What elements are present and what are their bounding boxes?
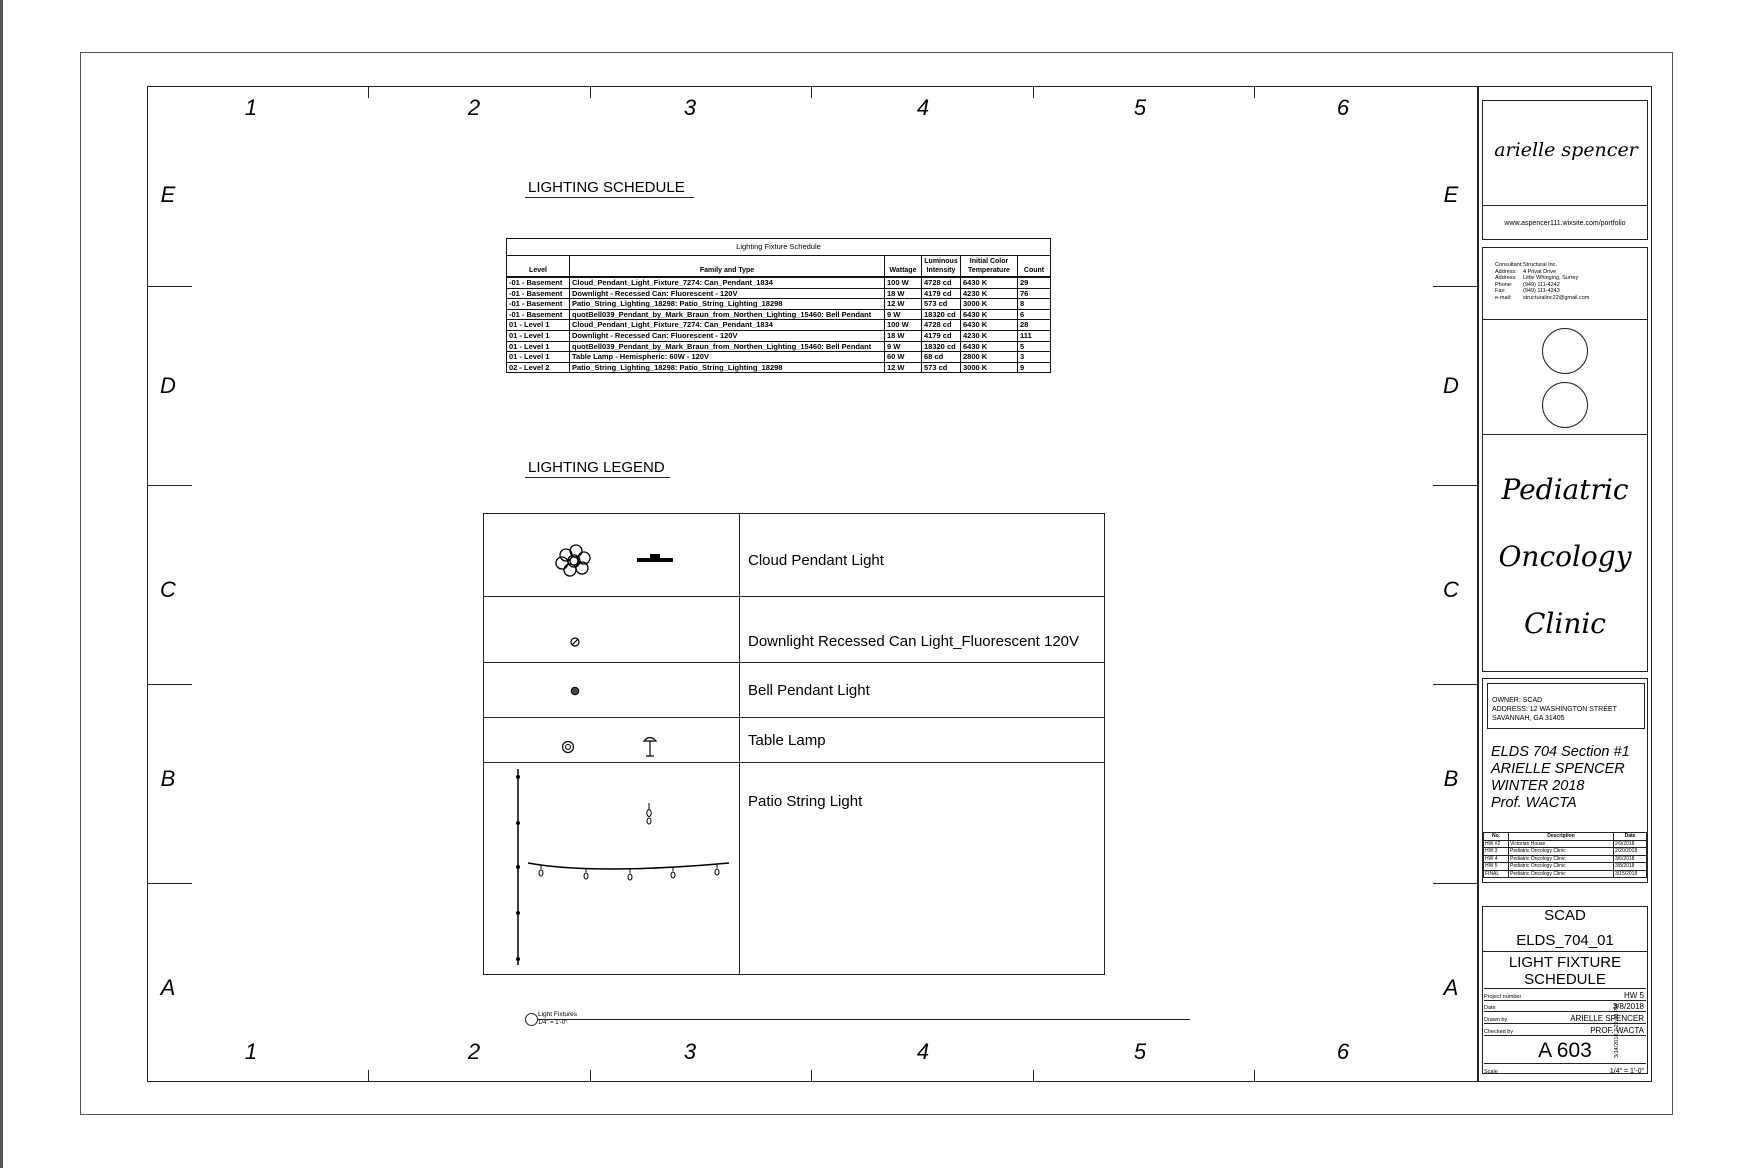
revision-cell: 3/8/2018 [1614,863,1647,871]
heading-underline [525,197,694,198]
schedule-row [507,288,1051,299]
stamp-circle [1542,328,1588,374]
grid-col-3-bottom: 3 [683,1039,697,1064]
grid-tick [368,1070,369,1082]
rev-header-no: No. [1484,833,1509,841]
schedule-cell: 01 - Level 1 [507,330,570,341]
schedule-cell: Cloud_Pendant_Light_Fixture_7274: Can_Pendant_1834 [570,278,885,289]
revision-row [1484,855,1647,863]
schedule-cell: 9 W [885,341,922,352]
website-link: www.aspencer111.wixsite.com/portfolio [1504,220,1626,227]
legend-symbol-cell [484,763,740,975]
schedule-cell: 100 W [885,278,922,289]
schedule-cell: 76 [1018,288,1051,299]
revision-cell: 3/6/2018 [1614,855,1647,863]
schedule-cell: 573 cd [922,299,961,310]
sheet-number: A 603 [1538,1039,1592,1062]
schedule-cell: 18320 cd [922,309,961,320]
divider [1483,951,1647,952]
col-header-color-temperature: Initial Color Temperature [961,256,1018,277]
schedule-cell: 29 [1018,278,1051,289]
schedule-cell: 6430 K [961,309,1018,320]
owner-line: OWNER: SCAD [1492,697,1543,704]
grid-col-1-bottom: 1 [244,1039,258,1064]
schedule-cell: 12 W [885,299,922,310]
downlight-icon [484,597,739,663]
consultant-value: structuralinc22@gmail.com [1523,294,1590,301]
schedule-cell: 6430 K [961,341,1018,352]
scale-row [1484,1063,1646,1075]
grid-tick [1433,485,1478,486]
grid-row-a-left: A [160,975,176,1000]
grid-col-2-top: 2 [467,95,481,120]
schedule-cell: 18 W [885,288,922,299]
legend-label-bell-pendant: Bell Pendant Light [748,682,870,699]
consultant-value: Little Whinging, Surrey [1523,275,1579,281]
grid-col-3-top: 3 [683,95,697,120]
grid-col-5-bottom: 5 [1133,1039,1147,1064]
project-name-line-1: Pediatric [1501,473,1629,506]
schedule-cell: -01 - Basement [507,299,570,310]
grid-row-c-left: C [160,577,176,602]
grid-row-d-left: D [160,373,176,398]
grid-row-b-right: B [1443,766,1459,791]
scale-value: 1/4" = 1'-0" [1609,1068,1644,1075]
schedule-cell: 573 cd [922,362,961,373]
grid-tick [1254,1070,1255,1082]
cloud-pendant-icon [484,514,739,596]
revision-cell: Pediatric Oncology Clinic [1509,863,1614,871]
schedule-cell: Cloud_Pendant_Light_Fixture_7274: Can_Pendant_1834 [570,320,885,331]
grid-tick [368,86,369,98]
legend-symbol-cell [484,597,740,663]
schedule-row [507,278,1051,289]
patio-string-light-icon [484,763,739,975]
project-number-label: Project number [1484,994,1522,1000]
revision-row [1484,848,1647,856]
consultant-value: 4 Privat Drive [1523,268,1557,275]
schedule-cell: 6 [1018,309,1051,320]
consultant-value: (949) 111-4242 [1523,281,1560,288]
legend-row [484,514,1104,596]
checked-by-row [1484,1024,1646,1036]
schedule-cell: 5 [1018,341,1051,352]
grid-tick [147,883,192,884]
schedule-cell: -01 - Basement [507,278,570,289]
drawn-by-value: ARIELLE SPENCER [1570,1014,1644,1023]
schedule-cell: quotBell039_Pendant_by_Mark_Braun_from_Northen_Lighting_15460: Bell Pendant [570,341,885,352]
revision-cell: HW 3 [1484,848,1509,856]
revision-cell: Victorian House [1509,840,1614,848]
col-header-count: Count [1018,256,1051,277]
grid-tick [147,684,192,685]
lighting-fixture-schedule [506,238,1051,373]
legend-label-patio-string: Patio String Light [748,793,863,810]
date-label: Date [1484,1005,1496,1011]
schedule-row [507,341,1051,352]
schedule-cell: 3000 K [961,362,1018,373]
schedule-cell: -01 - Basement [507,309,570,320]
schedule-cell: 3000 K [961,299,1018,310]
schedule-cell: 18320 cd [922,341,961,352]
schedule-cell: 8 [1018,299,1051,310]
rev-header-description: Description [1509,833,1614,841]
schedule-cell: Table Lamp - Hemispheric: 60W - 120V [570,352,885,363]
schedule-cell: 28 [1018,320,1051,331]
grid-col-1-top: 1 [244,95,258,120]
grid-row-c-right: C [1443,577,1459,602]
view-tag-scale: 1/4" = 1'-0" [538,1020,568,1026]
course-code: ELDS_704_01 [1516,932,1614,949]
stamp-circle [1542,382,1588,428]
stamp-box [1482,320,1648,435]
legend-row [484,596,1104,663]
grid-row-d-right: D [1443,373,1459,398]
owner-box [1487,683,1645,729]
legend-row [484,662,1104,718]
schedule-cell: 2800 K [961,352,1018,363]
legend-symbol-cell [484,718,740,763]
grid-tick [1433,684,1478,685]
schedule-cell: 18 W [885,330,922,341]
schedule-cell: Downlight - Recessed Can: Fluorescent - 120V [570,288,885,299]
grid-tick [590,1070,591,1082]
course-info [1491,744,1630,812]
consultant-line [1495,295,1589,302]
schedule-cell: -01 - Basement [507,288,570,299]
revision-cell: 2/9/2018 [1614,840,1647,848]
col-header-wattage: Wattage [885,256,922,277]
grid-col-6-top: 6 [1336,95,1350,120]
lighting-legend-table [483,513,1105,975]
signature: arielle spencer [1494,139,1638,161]
schedule-cell: 3 [1018,352,1051,363]
course-line: WINTER 2018 [1491,778,1585,794]
course-line: ARIELLE SPENCER [1491,761,1625,777]
schedule-cell: 4179 cd [922,330,961,341]
schedule-row [507,299,1051,310]
drawn-by-row [1484,1012,1646,1024]
schedule-cell: 4728 cd [922,278,961,289]
sheet-title-line: SCHEDULE [1524,971,1606,988]
website-box [1482,206,1648,240]
revision-cell: 2/20/2018 [1614,848,1647,856]
grid-tick [1433,883,1478,884]
schedule-cell: 60 W [885,352,922,363]
grid-row-e-left: E [160,182,176,207]
date-value: 3/8/2018 [1612,1002,1644,1011]
grid-col-5-top: 5 [1133,95,1147,120]
schedule-cell: Downlight - Recessed Can: Fluorescent - 120V [570,330,885,341]
grid-tick [1033,86,1034,98]
grid-row-e-right: E [1443,182,1459,207]
heading-underline [525,477,670,478]
left-edge-bar [0,0,3,1168]
schedule-cell: 4230 K [961,288,1018,299]
legend-label-downlight: Downlight Recessed Can Light_Fluorescent 120V [748,633,1080,650]
grid-tick [1433,286,1478,287]
schedule-cell: 01 - Level 1 [507,341,570,352]
consultant-box [1482,247,1648,320]
schedule-row [507,320,1051,331]
rev-header-date: Date [1614,833,1647,841]
schedule-cell: 4179 cd [922,288,961,299]
grid-tick [811,1070,812,1082]
revision-cell: 3/15/2018 [1614,870,1647,878]
consultant-key: e-mail: [1495,294,1512,301]
schedule-row [507,330,1051,341]
view-tag-name: Light Fixtures [538,1011,578,1018]
consultant-value: (949) 111-4243 [1523,288,1560,294]
date-row [1484,1000,1646,1012]
revision-row [1484,840,1647,848]
course-line: ELDS 704 Section #1 [1491,744,1630,760]
revision-cell: HW 5 [1484,863,1509,871]
schedule-cell: 6430 K [961,278,1018,289]
revision-cell: FINAL [1484,870,1509,878]
schedule-cell: 12 W [885,362,922,373]
bell-pendant-icon [484,663,739,718]
project-name-line-3: Clinic [1523,607,1606,640]
schedule-title: Lighting Fixture Schedule [507,239,1051,256]
schedule-cell: 100 W [885,320,922,331]
revision-table [1483,832,1647,878]
legend-label-cloud-pendant: Cloud Pendant Light [748,552,884,569]
schedule-row [507,352,1051,363]
col-header-family-type: Family and Type [570,256,885,277]
checked-by-value: PROF. WACTA [1590,1026,1644,1035]
sheet-title-line: LIGHT FIXTURE [1508,954,1622,971]
checked-by-label: Checked by [1484,1029,1514,1035]
lighting-legend-heading: LIGHTING LEGEND [528,459,665,476]
print-timestamp: 3/14/2018 7:22:58 PM [1614,1003,1620,1058]
schedule-cell: 9 W [885,309,922,320]
legend-row [484,717,1104,763]
revision-cell: HW #2 [1484,840,1509,848]
grid-col-4-bottom: 4 [916,1039,930,1064]
signature-box [1482,100,1648,206]
grid-row-b-left: B [160,766,176,791]
owner-line: SAVANNAH, GA 31405 [1492,715,1565,722]
drawn-by-label: Drawn by [1484,1017,1508,1023]
schedule-cell: 4728 cd [922,320,961,331]
schedule-cell: 4230 K [961,330,1018,341]
schedule-row [507,309,1051,320]
schedule-cell: 01 - Level 1 [507,320,570,331]
legend-symbol-cell [484,663,740,718]
col-header-luminous-intensity: Luminous Intensity [922,256,961,277]
grid-col-6-bottom: 6 [1336,1039,1350,1064]
sheet-title [1483,954,1647,988]
grid-tick [1033,1070,1034,1082]
project-name-line-2: Oncology [1498,540,1632,573]
revision-row [1484,863,1647,871]
consultant-info [1495,262,1589,301]
schedule-cell: Patio_String_Lighting_18298: Patio_String_Lighting_18298 [570,299,885,310]
schedule-cell: Patio_String_Lighting_18298: Patio_String_Lighting_18298 [570,362,885,373]
grid-col-4-top: 4 [916,95,930,120]
grid-tick [811,86,812,98]
legend-row [484,762,1104,975]
legend-label-table-lamp: Table Lamp [748,732,826,749]
consultant-key: Phone: [1495,281,1513,288]
schedule-cell: 111 [1018,330,1051,341]
project-number-value: HW 5 [1624,991,1644,1000]
revision-row [1484,870,1647,878]
schedule-cell: quotBell039_Pendant_by_Mark_Braun_from_Northen_Lighting_15460: Bell Pendant [570,309,885,320]
revision-cell: Pediatric Oncology Clinic [1509,848,1614,856]
col-header-level: Level [507,256,570,277]
schedule-row [507,362,1051,373]
project-name-box [1482,435,1648,672]
grid-tick [147,485,192,486]
grid-col-2-bottom: 2 [467,1039,481,1064]
grid-tick [147,286,192,287]
revision-cell: Pediatric Oncology Clinic [1509,855,1614,863]
table-lamp-icon [484,718,739,763]
consultant-key: Address: [1495,275,1517,281]
grid-tick [1254,86,1255,98]
grid-tick [590,86,591,98]
owner-info [1492,696,1617,723]
course-line: Prof. WACTA [1491,795,1577,811]
scale-label: Scale [1484,1069,1498,1075]
school-name: SCAD [1544,907,1586,924]
schedule-cell: 02 - Level 2 [507,362,570,373]
schedule-cell: 01 - Level 1 [507,352,570,363]
lighting-schedule-heading: LIGHTING SCHEDULE [528,179,685,196]
grid-row-a-right: A [1443,975,1459,1000]
schedule-cell: 9 [1018,362,1051,373]
consultant-key: Fax: [1495,288,1506,294]
revision-cell: HW 4 [1484,855,1509,863]
schedule-cell: 6430 K [961,320,1018,331]
schedule-cell: 68 cd [922,352,961,363]
consultant-key: Address: [1495,268,1517,275]
view-tag-line [537,1019,1190,1020]
legend-symbol-cell [484,514,740,596]
consultant-key: Consultant: [1495,262,1523,268]
owner-course-box [1482,678,1648,883]
consultant-value: Structural Inc. [1523,262,1557,268]
revision-cell: Pediatric Oncology Clinic [1509,870,1614,878]
owner-line: ADDRESS: 12 WASHINGTON STREET [1492,706,1617,713]
